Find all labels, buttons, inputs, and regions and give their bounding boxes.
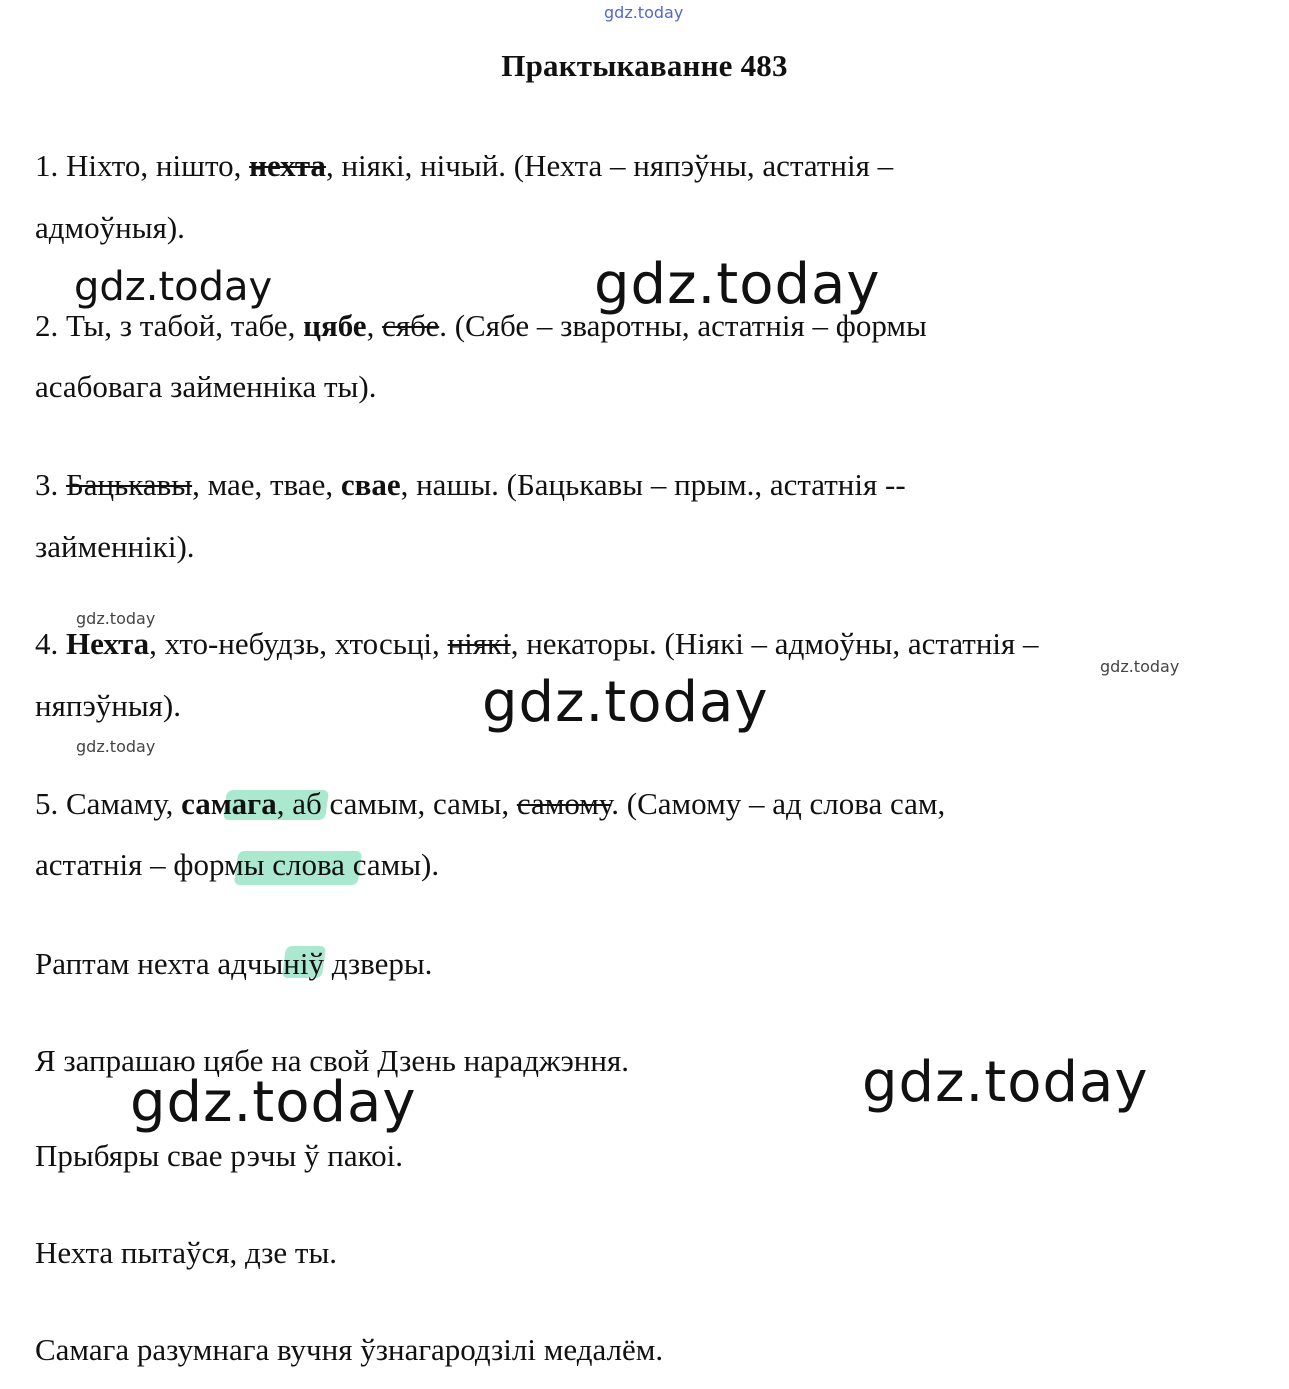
- item-2-text-c: . (Сябе – зваротны, астатнія – формы: [439, 308, 927, 343]
- item-5-text-c: . (Самому – ад слова сам,: [611, 786, 946, 821]
- watermark: gdz.today: [594, 252, 881, 317]
- item-2-line-2: асабовага займенніка ты).: [35, 369, 377, 404]
- item-3-line-1: [35, 465, 1245, 505]
- item-2-text-a: 2. Ты, з табой, табе,: [35, 308, 304, 343]
- item-4-line-1: [35, 624, 1245, 664]
- item-4-text-a: 4.: [35, 626, 66, 661]
- sentence-5: Самага разумнага вучня ўзнагародзілі медалём.: [35, 1332, 664, 1367]
- item-3-line-2: займеннікі).: [35, 529, 195, 564]
- watermark: gdz.today: [74, 264, 273, 310]
- item-1-line-2: адмоўныя).: [35, 210, 185, 245]
- sentence-2: Я запрашаю цябе на свой Дзень нараджэння.: [35, 1043, 629, 1078]
- sentence-4: Нехта пытаўся, дзе ты.: [35, 1235, 338, 1270]
- item-5-bold-word: самага: [181, 786, 277, 821]
- watermark: gdz.today: [1100, 657, 1180, 676]
- item-3-struck-word: Бацькавы: [66, 467, 193, 502]
- item-5-struck-word: самому: [516, 786, 612, 821]
- item-4-text-b: , хто-небудзь, хтосьці,: [149, 626, 448, 661]
- watermark: gdz.today: [482, 670, 769, 735]
- item-5-line-1: [35, 784, 1245, 824]
- item-5-text-a: 5. Самаму,: [35, 786, 182, 821]
- item-1-text-b: , ніякі, нічый. (Нехта – няпэўны, астатнія –: [325, 148, 894, 183]
- watermark: gdz.today: [130, 1070, 417, 1135]
- item-2-struck-word: сябе: [382, 308, 440, 343]
- item-5-line-2: астатнія – формы слова самы).: [35, 847, 440, 882]
- item-4-line-2: няпэўныя).: [35, 688, 181, 723]
- item-4-struck-word: ніякі: [447, 626, 511, 661]
- item-2-text-b: ,: [366, 308, 383, 343]
- item-1-text-a: 1. Ніхто, нішто,: [35, 148, 250, 183]
- watermark-top: gdz.today: [604, 3, 684, 22]
- watermark: gdz.today: [862, 1050, 1149, 1115]
- page-title: Практыкаванне 483: [501, 48, 788, 83]
- item-3-bold-word: свае: [340, 467, 401, 502]
- watermark: gdz.today: [76, 609, 156, 628]
- sentence-3: Прыбяры свае рэчы ў пакоі.: [35, 1138, 404, 1173]
- item-3-text-b: , мае, твае,: [192, 467, 341, 502]
- watermark: gdz.today: [76, 737, 156, 756]
- item-3-text-c: , нашы. (Бацькавы – прым., астатнія --: [400, 467, 906, 502]
- item-3-text-a: 3.: [35, 467, 66, 502]
- sentence-1: Раптам нехта адчыніў дзверы.: [35, 946, 433, 981]
- item-5-text-b: , аб самым, самы,: [276, 786, 517, 821]
- item-2-bold-word: цябе: [303, 308, 367, 343]
- item-1-line-1: [35, 146, 1245, 186]
- item-4-bold-word: Нехта: [66, 626, 150, 661]
- item-4-text-c: , некаторы. (Ніякі – адмоўны, астатнія –: [510, 626, 1039, 661]
- item-1-struck-word: нехта: [249, 148, 326, 183]
